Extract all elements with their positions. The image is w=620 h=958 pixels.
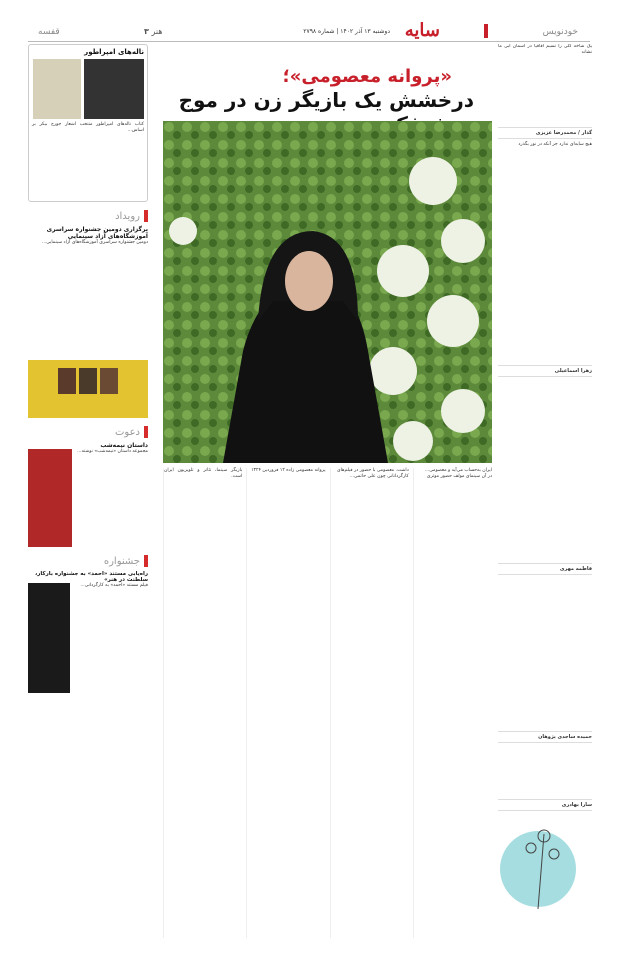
book-cover-portrait bbox=[84, 59, 144, 119]
story-body: مجموعه داستان «نیمه‌شب» نوشته... bbox=[77, 449, 148, 454]
book-body: کتاب ناله‌های امپراطور منتخب اشعار جورج بیکر بر اساس... bbox=[32, 122, 144, 134]
right-column bbox=[498, 44, 592, 939]
byline-3: زهرا اسماعیلی bbox=[498, 365, 592, 377]
right-section-title: خودنویس bbox=[542, 27, 578, 37]
article-photo bbox=[163, 121, 492, 463]
poem-3 bbox=[498, 380, 592, 560]
portrait-photo bbox=[163, 121, 492, 463]
body-column-1: ایران به‌حساب می‌آید و معصومی... در آن سینمای مولف حضور موثری bbox=[413, 468, 492, 938]
poem-4 bbox=[498, 578, 592, 728]
festival-body: فیلم مستند «احمد» به کارگردانی... bbox=[80, 583, 148, 588]
top-bar bbox=[28, 20, 590, 42]
section-festival: جشنواره bbox=[28, 555, 148, 567]
byline-6: سارا بهادری bbox=[498, 799, 592, 811]
byline-1: گذار / محمدرضا عزیزی bbox=[498, 127, 592, 139]
byline-4: فاطمه مهری bbox=[498, 563, 592, 575]
logo-bar bbox=[484, 24, 488, 38]
festival-poster bbox=[28, 583, 70, 693]
body-column-3: پروانه معصومی زاده ۱۲ فروردین ۱۳۲۴ bbox=[246, 468, 325, 938]
poem-2: هیچ سایه‌ای ندارد جز آنکه در نور بگذرد bbox=[518, 142, 592, 147]
date-line: دوشنبه ۱۳ آذر ۱۴۰۲ | شماره ۲۷۹۸ bbox=[303, 28, 390, 35]
event-poster bbox=[28, 360, 148, 418]
book-cover bbox=[33, 59, 81, 119]
article-body bbox=[163, 468, 492, 938]
body-column-4: بازیگر سینما، تئاتر و تلویزیون ایران است. bbox=[163, 468, 242, 938]
body-column-2: داشت. معصومی با حضور در فیلم‌های کارگردانانی چون علی حاتمی... bbox=[330, 468, 409, 938]
section-invite: دعوت bbox=[28, 426, 148, 438]
story-title: داستان نیمه‌شب bbox=[100, 442, 148, 449]
page-number: هنر ۳ bbox=[144, 27, 163, 36]
book-box bbox=[28, 44, 148, 202]
article-kicker: «پروانه معصومی»؛ bbox=[282, 66, 452, 87]
byline-5: حمیده ساجدی‌ پژوهان bbox=[498, 731, 592, 743]
floral-illustration bbox=[498, 814, 592, 924]
left-column bbox=[28, 44, 148, 939]
event-body: دومین جشنواره سراسری آموزشگاه‌های آزاد سینمایی... bbox=[41, 240, 148, 245]
left-section-title: قفسه bbox=[38, 27, 60, 37]
main-article bbox=[163, 44, 492, 939]
section-event: رویداد bbox=[28, 210, 148, 222]
event-title: برگزاری دومین جشنواره سراسری آموزشگاه‌های آزاد سینمایی bbox=[46, 226, 148, 240]
poem-5 bbox=[498, 746, 592, 796]
book-title: ناله‌های امپراطور bbox=[84, 48, 144, 56]
poem-1: یک شاخه گلی را نسیم اقاقیا در آسمان آبی ما نشاند bbox=[498, 44, 592, 56]
festival-title: راه‌یابی مستند «احمد» به جشنواره بارکار، سلطنت در هنر» bbox=[35, 571, 148, 583]
story-cover bbox=[28, 449, 72, 547]
newspaper-logo: سایه bbox=[404, 20, 440, 41]
article-headline: درخشش یک بازیگر زن در موج bbox=[178, 88, 474, 112]
